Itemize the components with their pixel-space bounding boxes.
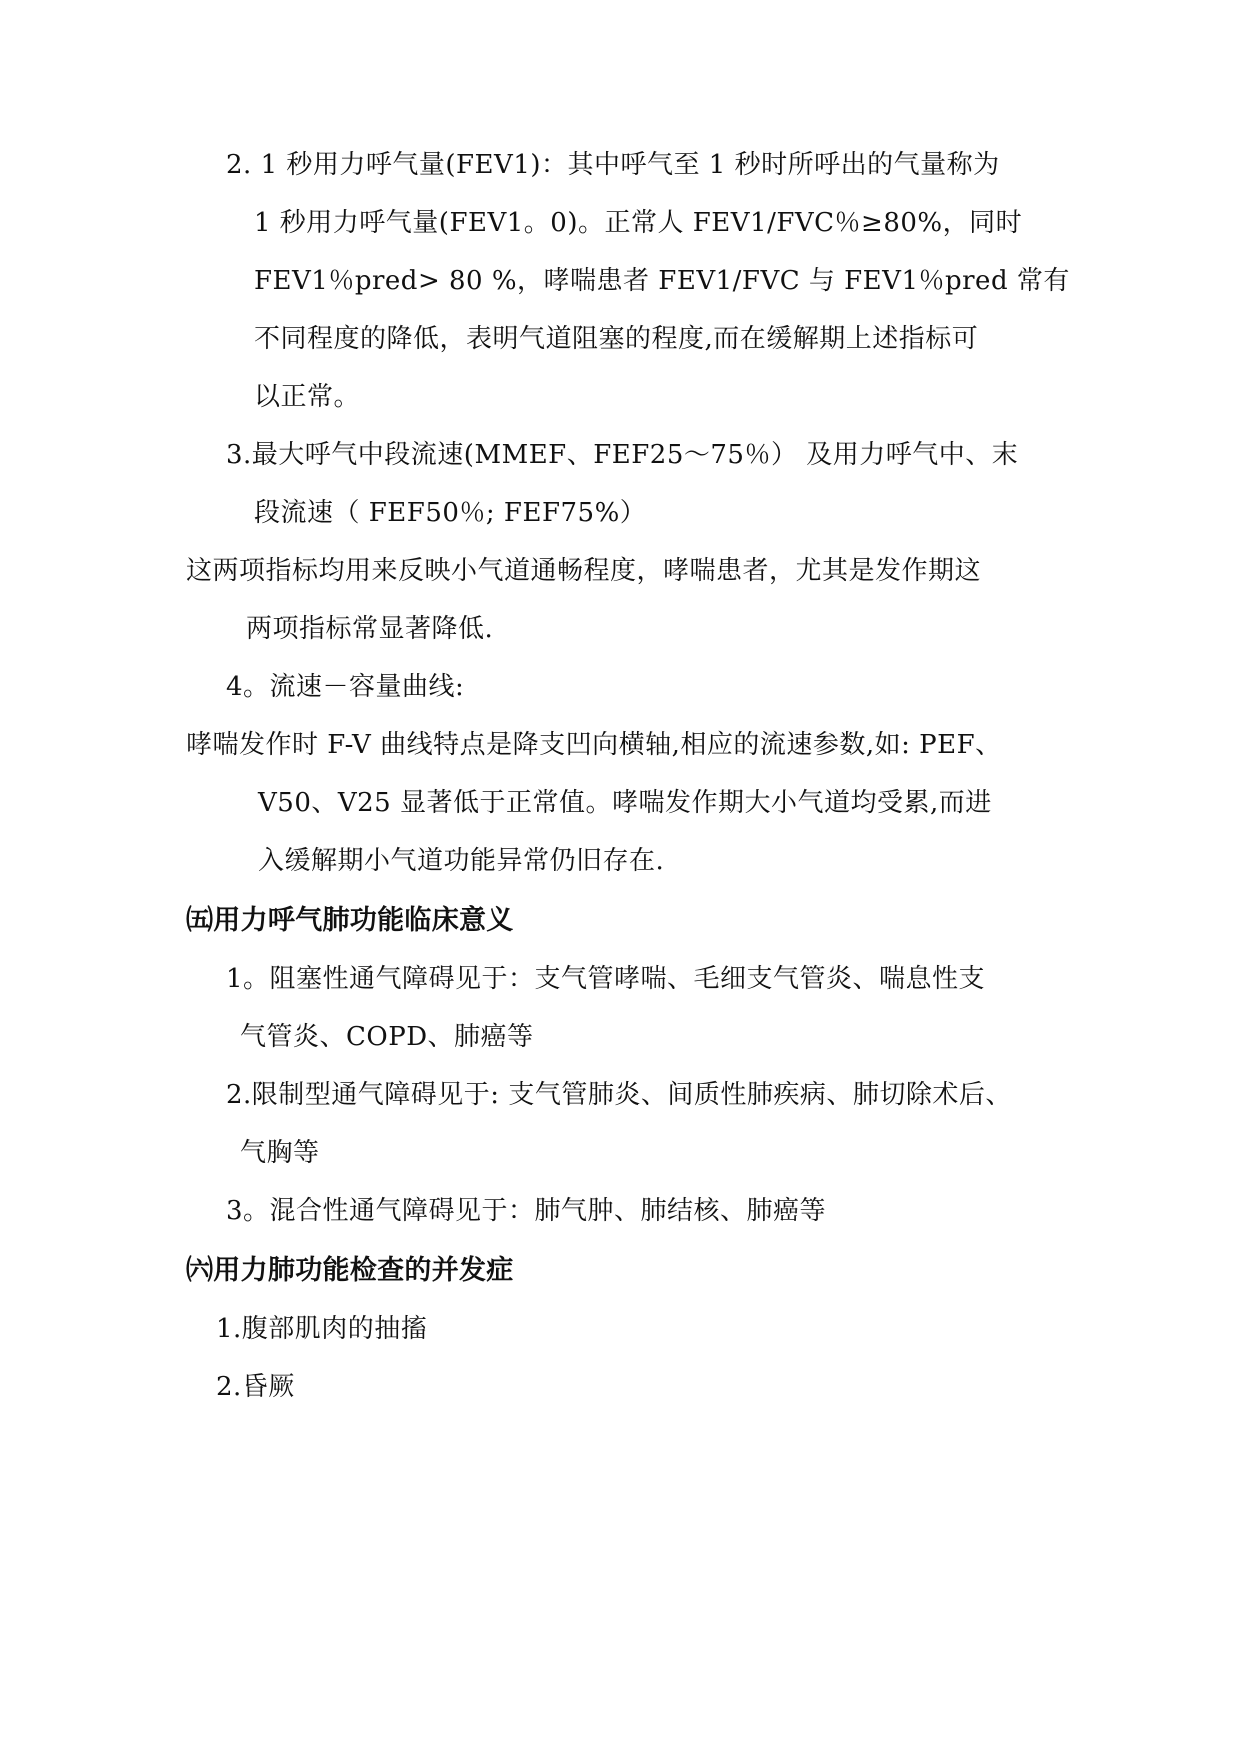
text-line-mmef: 3.最大呼气中段流速(MMEF、FEF25～75％） 及用力呼气中、末 [226, 440, 1019, 470]
text-line-fev1-pred: FEV1％pred> 80 %，哮喘患者 FEV1/FVC 与 FEV1％pred 常有 [254, 266, 1070, 296]
text-line-restrictive-cont: 气胸等 [240, 1138, 320, 1168]
text-line-mixed: 3。混合性通气障碍见于：肺气肿、肺结核、肺癌等 [226, 1196, 827, 1226]
text-line-fef: 段流速（ FEF50％; FEF75%） [254, 498, 647, 528]
text-line-obstructive: 1。阻塞性通气障碍见于：支气管哮喘、毛细支气管炎、喘息性支 [226, 964, 986, 994]
section-heading-complications: ㈥用力肺功能检查的并发症 [186, 1255, 514, 1286]
text-line-remission: 入缓解期小气道功能异常仍旧存在. [258, 846, 665, 876]
text-line-normal: 以正常。 [254, 382, 361, 412]
text-line-fev1-definition: 1 秒用力呼气量(FEV1。0)。正常人 FEV1/FVC％≥80%，同时 [254, 208, 1023, 238]
section-heading-clinical-significance: ㈤用力呼气肺功能临床意义 [186, 905, 514, 936]
text-line-fev1-intro: 2. 1 秒用力呼气量(FEV1)：其中呼气至 1 秒时所呼出的气量称为 [226, 150, 1000, 180]
text-line-small-airway: 这两项指标均用来反映小气道通畅程度，哮喘患者，尤其是发作期这 [186, 556, 982, 586]
text-line-fv-curve: 哮喘发作时 F-V 曲线特点是降支凹向横轴,相应的流速参数,如: PEF、 [186, 730, 1002, 760]
text-line-syncope: 2.昏厥 [216, 1372, 295, 1402]
text-line-v50-v25: V50、V25 显著低于正常值。哮喘发作期大小气道均受累,而进 [258, 788, 992, 818]
text-line-cramp: 1.腹部肌肉的抽搐 [216, 1314, 428, 1344]
text-line-reduction: 不同程度的降低，表明气道阻塞的程度,而在缓解期上述指标可 [254, 324, 979, 354]
text-line-significant-drop: 两项指标常显著降低. [246, 614, 494, 644]
text-line-obstructive-cont: 气管炎、COPD、肺癌等 [240, 1022, 534, 1052]
text-line-restrictive: 2.限制型通气障碍见于: 支气管肺炎、间质性肺疾病、肺切除术后、 [226, 1080, 1012, 1110]
text-line-flow-volume: 4。流速－容量曲线: [226, 672, 465, 702]
